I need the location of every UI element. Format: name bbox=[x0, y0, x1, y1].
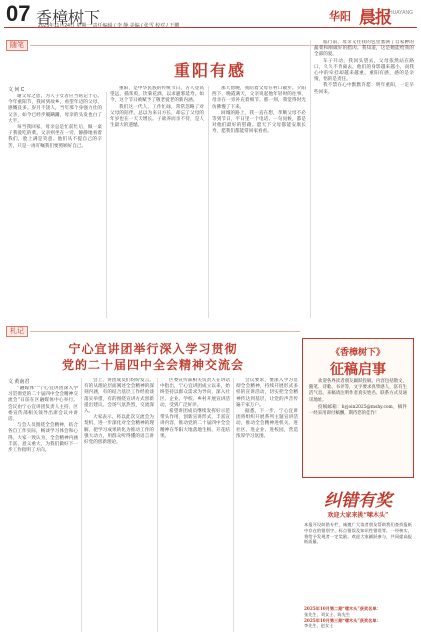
paragraph: 区委宣传部相关负责人在讲话中指出，宁心宜讲团成立以来，始终坚持以群众需求为导向，深入社区、企业、学校、乡村开展宣讲活动，受到广泛好评。 bbox=[160, 378, 230, 408]
article-column bbox=[110, 86, 204, 318]
article-byline: 文 黄南君 bbox=[8, 379, 30, 385]
winners-names: 李先生、赵女士 bbox=[304, 623, 334, 629]
column-divider bbox=[233, 378, 234, 632]
column-divider bbox=[208, 86, 209, 318]
call-for-submissions-box bbox=[302, 338, 414, 478]
article-column bbox=[84, 378, 154, 632]
article-title: 重阳有感 bbox=[173, 61, 246, 80]
paragraph: “融媒体”“宁心宜讲团深入学习贯彻党的二十届四中全会精神交流会”日前在区融媒体中心举行。会议由宁心宜讲团负责人主持，区委宣传部相关领导出席会议并讲话。 bbox=[8, 386, 78, 423]
article-column bbox=[8, 94, 102, 318]
callout-headline: 纠错有奖 bbox=[324, 491, 392, 511]
article-column bbox=[212, 86, 306, 318]
column-divider bbox=[81, 378, 82, 632]
box-title-main: 征稿启事 bbox=[330, 362, 386, 378]
column-divider bbox=[157, 378, 158, 632]
paragraph: 投稿邮箱：hyjoin2025@mshy.com，稿件一经采用即付稿酬，期待您的佳作！ bbox=[309, 404, 407, 417]
article-column bbox=[314, 40, 414, 318]
article-column bbox=[8, 386, 78, 632]
paragraph: 欢迎各界读者朋友踊跃投稿，内容包括散文、随笔、诗歌、书评等，文字要求真挚感人，富有生活气息。来稿请注明作者真实姓名、联系方式及通讯地址。 bbox=[309, 379, 407, 403]
page-header bbox=[4, 2, 417, 28]
winners-heading: 2025年10月第三期“嗦木头”获奖名单： bbox=[304, 617, 381, 623]
article-title-line2: 党的二十届四中全会精神交流会 bbox=[61, 358, 244, 372]
winners-names: 张先生、刘女士、陈先生 bbox=[304, 611, 351, 617]
article-column bbox=[236, 378, 298, 632]
column-name: 香樟树下 bbox=[36, 8, 101, 27]
box-body bbox=[309, 379, 407, 418]
logo-main: 晨报 bbox=[359, 8, 391, 28]
dateline: 2025年11月24日 星期一 责任编辑 / 李 静 美编 / 张雪 校对 / 王鹏 bbox=[38, 23, 180, 29]
column-divider bbox=[310, 40, 311, 318]
paragraph: 会上，讲团成员们纷纷发言。有的从理论层面阐述全会精神的深刻内涵，有的结合基层工作经验谈落实举措，有的围绕宣讲方式创新提出建议。会场气氛热烈，交流深入。 bbox=[84, 378, 154, 415]
logo-tag: HUAYANG bbox=[389, 10, 413, 16]
article-byline: 文 何 C bbox=[8, 87, 25, 93]
paragraph: 与会人员围绕全会精神，结合各自工作实际，畅谈学习体会和心得。大家一致认为，全会精神内涵丰富、意义重大，为我们做好下一步工作指明了方向。 bbox=[8, 423, 78, 454]
box-title-column: 《香樟树下》 bbox=[330, 348, 385, 358]
paragraph: 希望讲团成员继续发挥好示范带头作用，创新宣讲形式，丰富宣讲内容，推动党的二十届四中全会精神在华阳大地落地生根、开花结果。 bbox=[160, 409, 230, 439]
paragraph: 我不禁在心中默默许愿：明年重阳，一定早些回来。 bbox=[314, 83, 414, 95]
section-tag-essay: 随笔 bbox=[6, 40, 28, 51]
paragraph: 那天傍晚，我陪着父母在村口散步。夕阳西下，晚霞满天，父亲说起他年轻时的往事，母亲在一旁补充着细节。那一刻，我觉得时光仿佛慢了下来。 bbox=[212, 86, 306, 110]
paragraph: 大家表示，将以此次交流会为契机，进一步深化对全会精神的理解，把学习成果转化为推动工作的强大动力，用群众听得懂的语言讲好党的创新理论。 bbox=[84, 415, 154, 446]
page-number: 07 bbox=[6, 1, 31, 26]
paragraph: 会议要求，要深入学习贯彻全会精神，持续开展形式多样的宣讲活动，切实把全会精神传达到基层，让党的声音传遍千家万户。 bbox=[236, 378, 298, 408]
callout-body: 本报开设纠错专栏，诚邀广大读者朋友帮助我们查找报纸中存在的错别字、标点错误及知识性错误等。一经核实，将给予发现者一定奖励。欢迎大家踊跃参与，共同提高报纸质量。 bbox=[304, 522, 412, 545]
paragraph: 据悉，下一步，宁心宜讲团将组织开展系列主题宣讲活动，推动全会精神进机关、进社区、进企业、进校园，营造浓厚学习氛围。 bbox=[236, 409, 298, 439]
paragraph: 回城的路上，我一直在想，孝顺父母不必等到节日，平日里一个电话、一句问候，都是对他们最好的慰藉。愿天下父母都能安康长寿，愿我们都能常回家看看。 bbox=[212, 110, 306, 135]
section-tag-notes: 札记 bbox=[6, 326, 28, 337]
callout-subhead: 欢迎大家来挑“嗦木头” bbox=[327, 512, 389, 519]
logo-region: 华阳 bbox=[329, 10, 351, 23]
paragraph: 每当我回家，母亲总是忙前忙后，做一桌子我爱吃的菜。父亲则坐在一旁，静静地看着我们，脸上满是笑意。他们从不提自己的辛苦，只是一再叮嘱我们要照顾好自己。 bbox=[8, 125, 102, 149]
error-correction-callout bbox=[302, 486, 414, 634]
article-column bbox=[160, 378, 230, 632]
paragraph: 车子开动，我回头望去，父母依然站在路口，久久不肯离去。他们的身影越来越小，而我心中的牵挂却越来越重。重阳有感，感的是亲情，悟的是责任。 bbox=[314, 58, 414, 83]
column-divider bbox=[106, 92, 107, 318]
winners-list bbox=[304, 606, 412, 629]
paragraph: 临行前，母亲又往我的包里塞满了自家种的蔬菜和刚做好的腊肉。我知道，这是她能给我的全部的爱。 bbox=[314, 40, 414, 58]
paragraph: 谢父母之恩，为人子女者应当铭记于心。今年重阳节，我回到故乡，看望年迈的父母，感慨良多。岁月不饶人，当年那个身强力壮的父亲，如今已经步履蹒跚，母亲的头发也白了大半。 bbox=[8, 94, 102, 124]
masthead-logo bbox=[325, 2, 413, 26]
section-divider bbox=[30, 331, 300, 332]
paragraph: 我们这一代人，工作忙碌，常常忽略了对父母的陪伴。总以为来日方长，却忘了父母的年岁也在一天天增长。子欲养而亲不待，是人生最大的遗憾。 bbox=[110, 104, 204, 129]
paragraph: 重阳，是中华民族的传统节日。古人登高望远，插茱萸，饮菊花酒，以求避邪延寿。如今，这个节日被赋予了敬老爱老的新内涵。 bbox=[110, 86, 204, 104]
article-title-line1: 宁心宜讲团举行深入学习贯彻 bbox=[68, 342, 238, 356]
winners-heading: 2025年10月第二期“嗦木头”获奖名单： bbox=[304, 606, 381, 611]
